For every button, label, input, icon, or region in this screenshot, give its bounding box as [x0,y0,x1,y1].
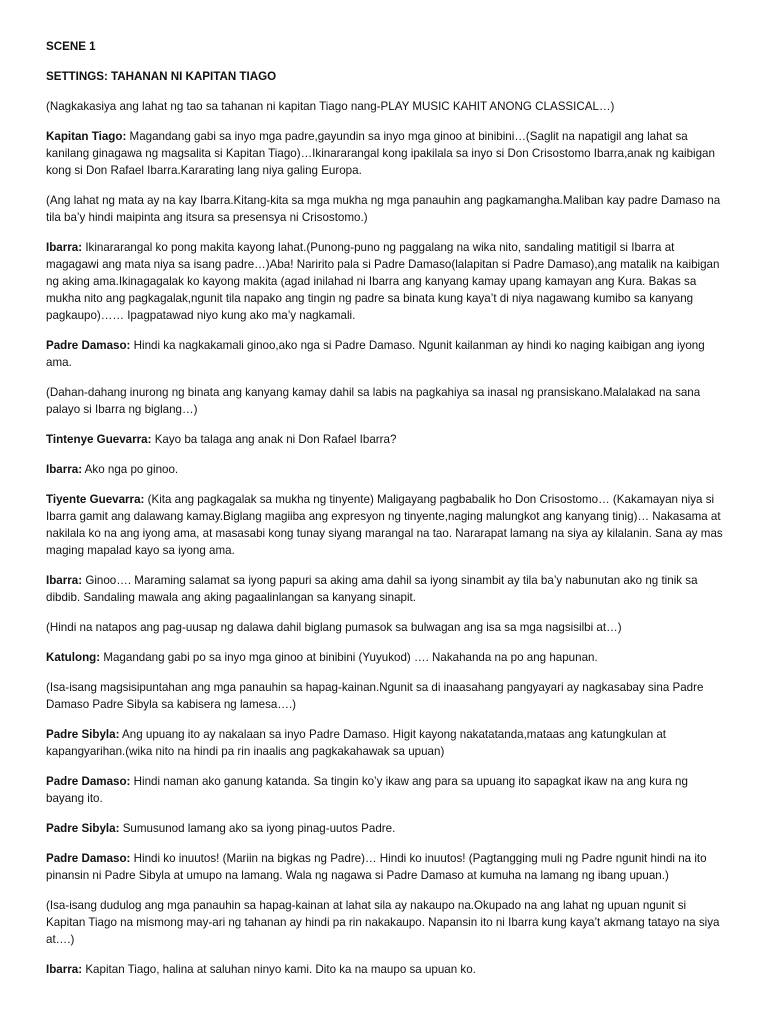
paragraph-text: (Nagkakasiya ang lahat ng tao sa tahanan ni kapitan Tiago nang-PLAY MUSIC KAHIT ANONG CLASSICAL…) [46,100,615,113]
speaker-name: Tiyente Guevarra: [46,493,145,506]
dialogue-paragraph [46,491,728,559]
paragraph-text: Kapitan Tiago, halina at saluhan ninyo kami. Dito ka na maupo sa upuan ko. [82,963,476,976]
dialogue-paragraph [46,239,728,324]
script-body [46,98,728,978]
paragraph-text: (Kita ang pagkagalak sa mukha ng tinyente) Maligayang pagbabalik ho Don Crisostomo… (Kakamayan niya si Ibarra gamit ang dalawang kamay.Biglang magiiba ang expresyon ng tinyente,naging malungkot ang kanyang tinig)… Nakasama at nakilala ko na ang iyong ama, at masasabi kong tunay siyang marangal na tao. Nararapat lamang na siya ay kilalanin. Sana ay mas maging mapalad kayo sa iyong ama. [46,493,723,557]
paragraph-text: Sumusunod lamang ako sa iyong pinag-uutos Padre. [119,822,396,835]
stage-direction-paragraph [46,897,728,948]
paragraph-text: Ginoo…. Maraming salamat sa iyong papuri sa aking ama dahil sa iyong sinambit ay tila ba’y nabunutan ako ng tinik sa dibdib. Sandaling mawala ang aking pagaalinlangan sa kanyang sinapit. [46,574,698,604]
paragraph-text: Hindi ka nagkakamali ginoo,ako nga si Padre Damaso. Ngunit kailanman ay hindi ko naging kaibigan ang iyong ama. [46,339,705,369]
speaker-name: Ibarra: [46,963,83,976]
stage-direction-paragraph [46,679,728,713]
paragraph-text: (Isa-isang magsisipuntahan ang mga panauhin sa hapag-kainan.Ngunit sa di inaasahang pangyayari ay nagkasabay sina Padre Damaso Padre Sibyla sa kabisera ng lamesa….) [46,681,704,711]
scene-heading: SCENE 1 [46,40,96,53]
paragraph-text: (Dahan-dahang inurong ng binata ang kanyang kamay dahil sa labis na pagkahiya sa inasal ng pransiskano.Malalakad na sana palayo si Ibarra ng biglang…) [46,386,701,416]
dialogue-paragraph [46,572,728,606]
paragraph-text: Ako nga po ginoo. [82,463,179,476]
settings-heading: SETTINGS: TAHANAN NI KAPITAN TIAGO [46,70,277,83]
paragraph-text: Magandang gabi sa inyo mga padre,gayundin sa inyo mga ginoo at binibini…(Saglit na napatigil ang lahat sa kanilang ginagawa ng magsalita si Kapitan Tiago)…Ikinararangal kong ipakilala sa inyo si Don Crisostomo Ibarra,anak ng kaibigan kong si Don Rafael Ibarra.Kararating lang niya galing Europa. [46,130,715,177]
speaker-name: Padre Sibyla: [46,728,120,741]
dialogue-paragraph [46,726,728,760]
speaker-name: Ibarra: [46,574,83,587]
speaker-name: Ibarra: [46,241,83,254]
dialogue-paragraph [46,773,728,807]
dialogue-paragraph [46,431,728,448]
paragraph-text: Kayo ba talaga ang anak ni Don Rafael Ibarra? [151,433,397,446]
dialogue-paragraph [46,461,728,478]
paragraph-text: Ikinararangal ko pong makita kayong lahat.(Punong-puno ng paggalang na wika nito, sandaling matitigil si Ibarra at magagawi ang mata niya sa isang padre…)Aba! Naririto pala si Padre Damaso(lalapitan si Padre Damaso),ang matalik na kaibigan ng aking ama.Ikinagagalak ko kayong makita (agad inilahad ni Ibarra ang kanyang kamay upang kamayan ang Kura. Bakas sa mukha nito ang pagkagalak,ngunit tila napako ang tingin ng padre sa binata kung kaya’t di niya nagawang kumibo sa kanyang pagkaupo)…… Ipagpatawad niyo kung ako ma’y nagkamali. [46,241,720,322]
dialogue-paragraph [46,649,728,666]
speaker-name: Ibarra: [46,463,83,476]
speaker-name: Padre Damaso: [46,775,131,788]
speaker-name: Padre Damaso: [46,339,131,352]
paragraph-text: (Hindi na natapos ang pag-uusap ng dalawa dahil biglang pumasok sa bulwagan ang isa sa mga nagsisilbi at…) [46,621,622,634]
dialogue-paragraph [46,850,728,884]
speaker-name: Tintenye Guevarra: [46,433,152,446]
speaker-name: Kapitan Tiago: [46,130,127,143]
dialogue-paragraph [46,820,728,837]
paragraph-text: Ang upuang ito ay nakalaan sa inyo Padre Damaso. Higit kayong nakatatanda,mataas ang katungkulan at kapangyarihan.(wika nito na hindi pa rin inaalis ang pagkakahawak sa upuan) [46,728,667,758]
dialogue-paragraph [46,961,728,978]
stage-direction-paragraph [46,384,728,418]
stage-direction-paragraph [46,192,728,226]
paragraph-text: Hindi naman ako ganung katanda. Sa tingin ko’y ikaw ang para sa upuang ito sapagkat ikaw na ang kura ng bayang ito. [46,775,688,805]
stage-direction-paragraph [46,619,728,636]
paragraph-text: Hindi ko inuutos! (Mariin na bigkas ng Padre)… Hindi ko inuutos! (Pagtangging muli ng Padre ngunit hindi na ito pinansin ni Padre Sibyla at umupo na lamang. Wala ng nagawa si Padre Damaso at kumuha na lamang ng ibang upuan.) [46,852,707,882]
paragraph-text: (Ang lahat ng mata ay na kay Ibarra.Kitang-kita sa mga mukha ng mga panauhin ang pagkamangha.Maliban kay padre Damaso na tila ba’y hindi maipinta ang itsura sa presensya ni Crisostomo.) [46,194,721,224]
speaker-name: Padre Damaso: [46,852,131,865]
speaker-name: Katulong: [46,651,101,664]
paragraph-text: (Isa-isang dudulog ang mga panauhin sa hapag-kainan at lahat sila ay nakaupo na.Okupado na ang lahat ng upuan ngunit si Kapitan Tiago na mismong may-ari ng tahanan ay hindi pa rin nakakaupo. Napansin ito ni Ibarra kung kaya’t akmang tatayo na siya at….) [46,899,720,946]
dialogue-paragraph [46,128,728,179]
speaker-name: Padre Sibyla: [46,822,120,835]
dialogue-paragraph [46,337,728,371]
stage-direction-paragraph [46,98,728,115]
paragraph-text: Magandang gabi po sa inyo mga ginoo at binibini (Yuyukod) …. Nakahanda na po ang hapunan. [100,651,598,664]
